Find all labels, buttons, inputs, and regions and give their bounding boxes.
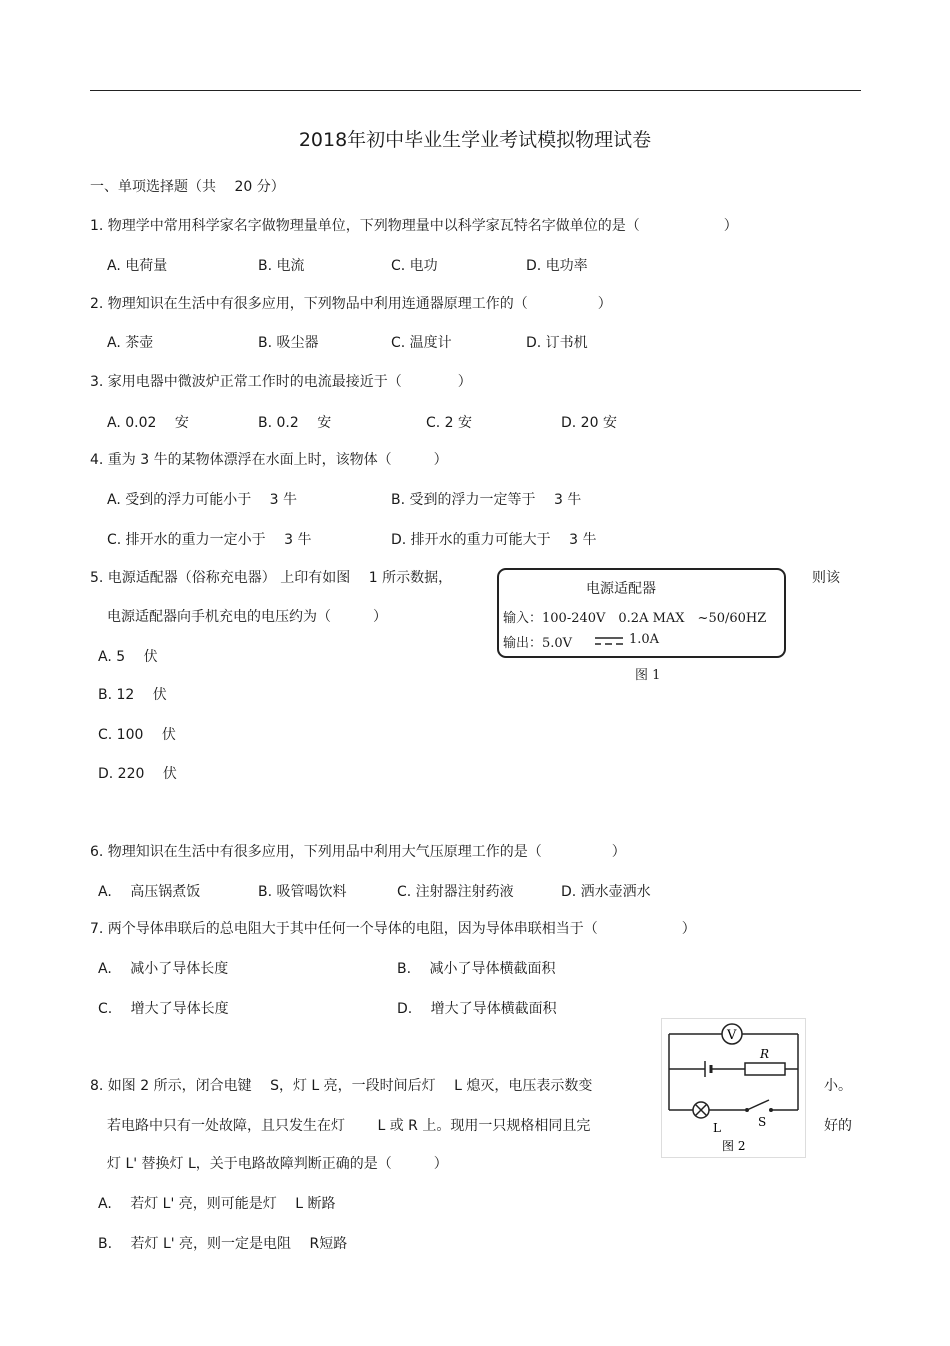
lamp-label: L (713, 1121, 721, 1135)
figure-1-power-adapter (491, 562, 798, 688)
resistor-label: R (760, 1047, 770, 1061)
q4-option-b: B. 受到的浮力一定等于 3 牛 (391, 492, 582, 508)
question-3-stem: 3. 家用电器中微波炉正常工作时的电流最接近于（ ） (90, 374, 472, 390)
q6-option-a: A. 高压锅煮饭 (98, 884, 201, 900)
question-5-stem-line-1-end: 则该 (812, 570, 840, 586)
voltmeter-label: V (727, 1028, 737, 1043)
q7-option-c: C. 增大了导体长度 (98, 1001, 229, 1017)
question-8-stem-line-2-end: 好的 (824, 1118, 852, 1134)
question-2-stem: 2. 物理知识在生活中有很多应用，下列物品中利用连通器原理工作的（ ） (90, 296, 612, 312)
question-8-stem-line-1-end: 小。 (824, 1078, 852, 1094)
page-title: 2018年初中毕业生学业考试模拟物理试卷 (298, 129, 652, 151)
q3-option-b: B. 0.2 安 (258, 415, 332, 431)
q5-option-a: A. 5 伏 (98, 649, 158, 665)
q1-option-b: B. 电流 (258, 258, 305, 274)
q7-option-b: B. 减小了导体横截面积 (397, 961, 556, 977)
q4-option-a: A. 受到的浮力可能小于 3 牛 (107, 492, 298, 508)
question-8-stem-line-3: 灯 L' 替换灯 L，关于电路故障判断正确的是（ ） (107, 1156, 448, 1172)
q3-option-c: C. 2 安 (426, 415, 473, 431)
q1-option-a: A. 电荷量 (107, 258, 168, 274)
q3-option-a: A. 0.02 安 (107, 415, 189, 431)
q2-option-c: C. 温度计 (391, 335, 452, 351)
dc-symbol-icon (594, 634, 624, 648)
q8-option-b: B. 若灯 L' 亮，则一定是电阻 R短路 (98, 1236, 348, 1252)
adapter-output-current: 1.0A (629, 632, 660, 647)
q2-option-b: B. 吸尘器 (258, 335, 319, 351)
q2-option-d: D. 订书机 (526, 335, 588, 351)
q7-option-d: D. 增大了导体横截面积 (397, 1001, 557, 1017)
q7-option-a: A. 减小了导体长度 (98, 961, 229, 977)
header-rule (90, 90, 861, 91)
question-5-stem-line-1: 5. 电源适配器（俗称充电器） 上印有如图 1 所示数据， (90, 570, 453, 586)
q4-option-c: C. 排开水的重力一定小于 3 牛 (107, 532, 312, 548)
q1-option-c: C. 电功 (391, 258, 438, 274)
question-8-stem-line-1: 8. 如图 2 所示，闭合电键 S，灯 L 亮，一段时间后灯 L 熄灭，电压表示数变 (90, 1078, 593, 1094)
switch-label: S (758, 1115, 767, 1129)
figure-2-circuit (661, 1018, 806, 1158)
question-7-stem: 7. 两个导体串联后的总电阻大于其中任何一个导体的电阻，因为导体串联相当于（ ） (90, 921, 696, 937)
circuit-diagram (661, 1018, 806, 1158)
question-1-stem: 1. 物理学中常用科学家名字做物理量单位，下列物理量中以科学家瓦特名字做单位的是（ ） (90, 218, 738, 234)
question-5-stem-line-2: 电源适配器向手机充电的电压约为（ ） (107, 609, 387, 625)
q5-option-b: B. 12 伏 (98, 687, 167, 703)
q5-option-c: C. 100 伏 (98, 727, 176, 743)
q5-option-d: D. 220 伏 (98, 766, 177, 782)
adapter-input-spec: 输入：100-240V 0.2A MAX ~50/60HZ (503, 611, 767, 626)
q3-option-d: D. 20 安 (561, 415, 617, 431)
figure-1-caption: 图 1 (635, 668, 661, 683)
section-heading: 一、单项选择题（共 20 分） (90, 179, 285, 195)
question-4-stem: 4. 重为 3 牛的某物体漂浮在水面上时，该物体（ ） (90, 452, 448, 468)
q1-option-d: D. 电功率 (526, 258, 588, 274)
question-6-stem: 6. 物理知识在生活中有很多应用，下列用品中利用大气压原理工作的是（ ） (90, 844, 626, 860)
adapter-title: 电源适配器 (586, 581, 656, 597)
q4-option-d: D. 排开水的重力可能大于 3 牛 (391, 532, 597, 548)
q6-option-b: B. 吸管喝饮料 (258, 884, 347, 900)
q6-option-d: D. 洒水壶洒水 (561, 884, 651, 900)
q2-option-a: A. 茶壶 (107, 335, 154, 351)
adapter-output-spec: 输出：5.0V (503, 636, 573, 651)
q6-option-c: C. 注射器注射药液 (397, 884, 514, 900)
q8-option-a: A. 若灯 L' 亮，则可能是灯 L 断路 (98, 1196, 336, 1212)
figure-2-caption: 图 2 (722, 1139, 746, 1153)
question-8-stem-line-2: 若电路中只有一处故障，且只发生在灯 L 或 R 上。现用一只规格相同且完 (107, 1118, 591, 1134)
